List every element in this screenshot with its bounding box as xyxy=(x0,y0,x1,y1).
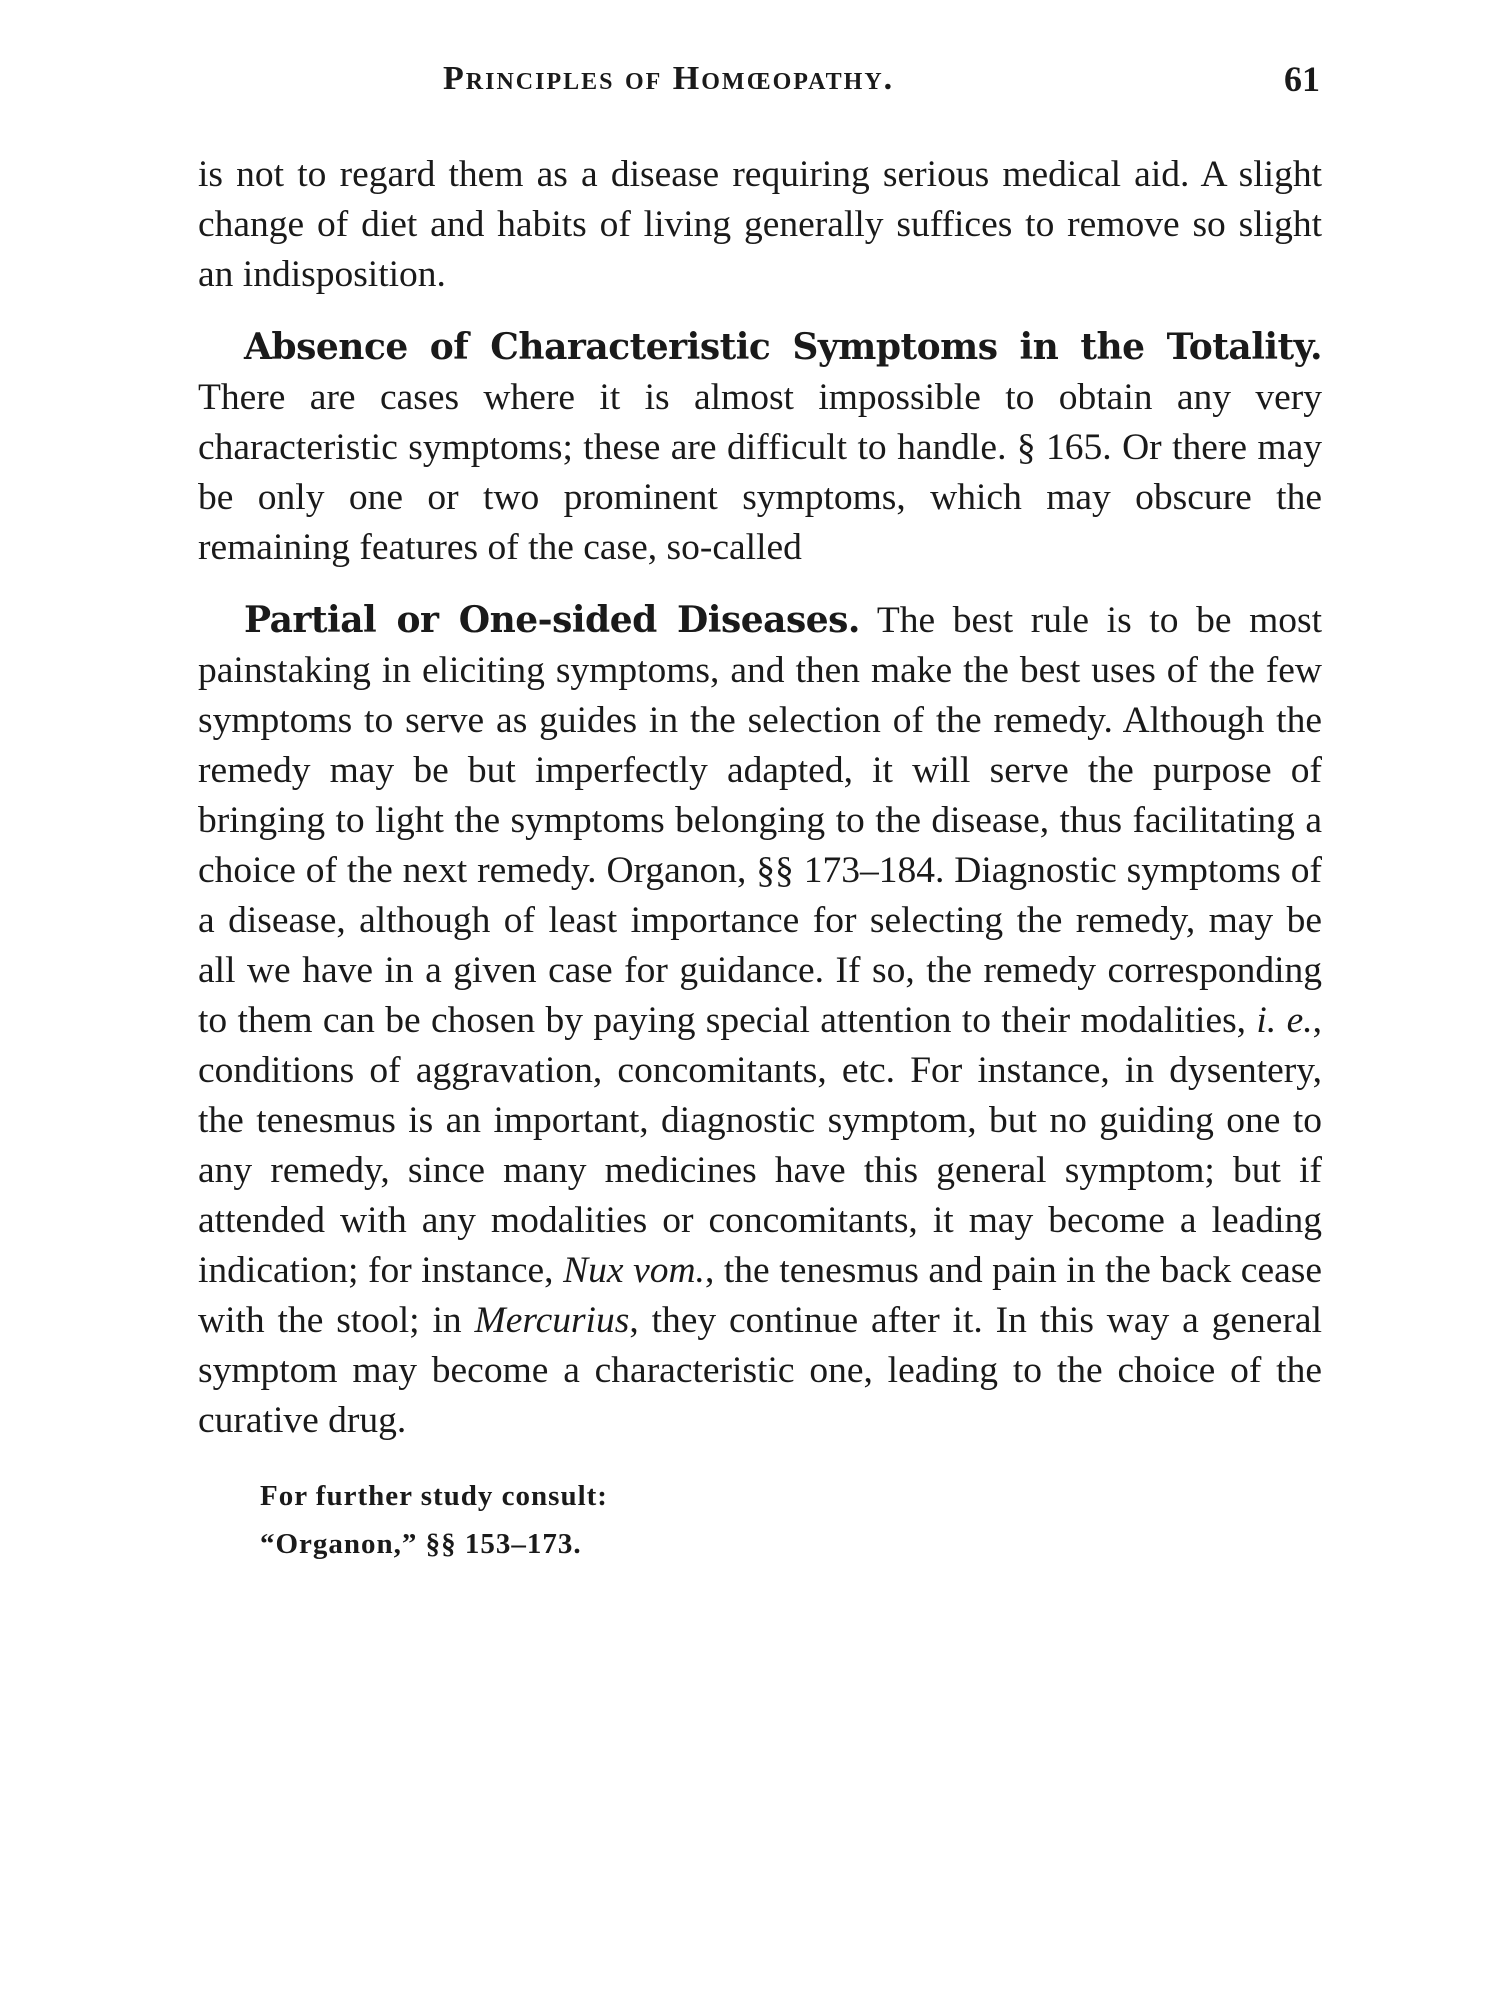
italic-remedy-nux-vom: Nux vom. xyxy=(563,1250,705,1291)
further-study-label: For further study consult: xyxy=(260,1480,608,1512)
running-title: Principles of Homœopathy. xyxy=(443,60,895,97)
paragraph-text: The best rule is to be most painstaking in eliciting symptoms, and then make the best uses of the few symptoms to serve as guides in the selection of the remedy. Although the remedy may be but imperfectly adapted, it will serve the purpose of bringing to light the symptoms belonging to the disease, thus facilitating a choice of the next remedy. Organon, §§ 173–184. Diagnostic symptoms of a disease, although of least importance for selecting the remedy, may be all we have in a given case for guidance. If so, the remedy corresponding to them can be chosen by paying special attention to their modalities, xyxy=(198,600,1323,1041)
paragraph-absence-of-characteristic-symptoms xyxy=(198,322,1322,573)
italic-ie: i. e. xyxy=(1256,1000,1313,1041)
italic-remedy-mercurius: Mercurius xyxy=(474,1300,630,1341)
further-study-reference: “Organon,” §§ 153–173. xyxy=(260,1528,582,1560)
running-head xyxy=(198,52,1322,122)
paragraph-text: There are cases where it is almost impossible to obtain any very characteristic symptoms; these are difficult to handle. § 165. Or there may be only one or two prominent symptoms, which may obscure the remaining features of the case, so-called xyxy=(198,377,1322,568)
paragraph-partial-or-one-sided-diseases xyxy=(198,595,1322,1446)
run-in-heading: Absence of Characteristic Symptoms in the Totality. xyxy=(244,326,1322,368)
paragraph-text: , the tenesmus and pain in the back cease with the stool; in xyxy=(198,1250,1322,1341)
paragraph-text: is not to regard them as a disease requiring serious medical aid. A slight change of diet and habits of living generally suffices to remove so slight an indisposition. xyxy=(198,154,1322,295)
paragraph-text: , they continue after it. In this way a general symptom may become a characteristic one, leading to the choice of the curative drug. xyxy=(198,1300,1322,1441)
paragraph-text: , conditions of aggravation, concomitants, etc. For instance, in dysentery, the tenesmus is an important, diagnostic symptom, but no guiding one to any remedy, since many medicines have this general symptom; but if attended with any modalities or concomitants, it may become a leading indication; for instance, xyxy=(198,1000,1322,1291)
further-study-note xyxy=(260,1472,1322,1568)
book-page xyxy=(198,52,1322,1972)
paragraph-continued xyxy=(198,150,1322,300)
run-in-heading: Partial or One-sided Diseases. xyxy=(244,599,860,641)
page-number: 61 xyxy=(1284,59,1320,99)
body-text xyxy=(198,150,1322,1446)
